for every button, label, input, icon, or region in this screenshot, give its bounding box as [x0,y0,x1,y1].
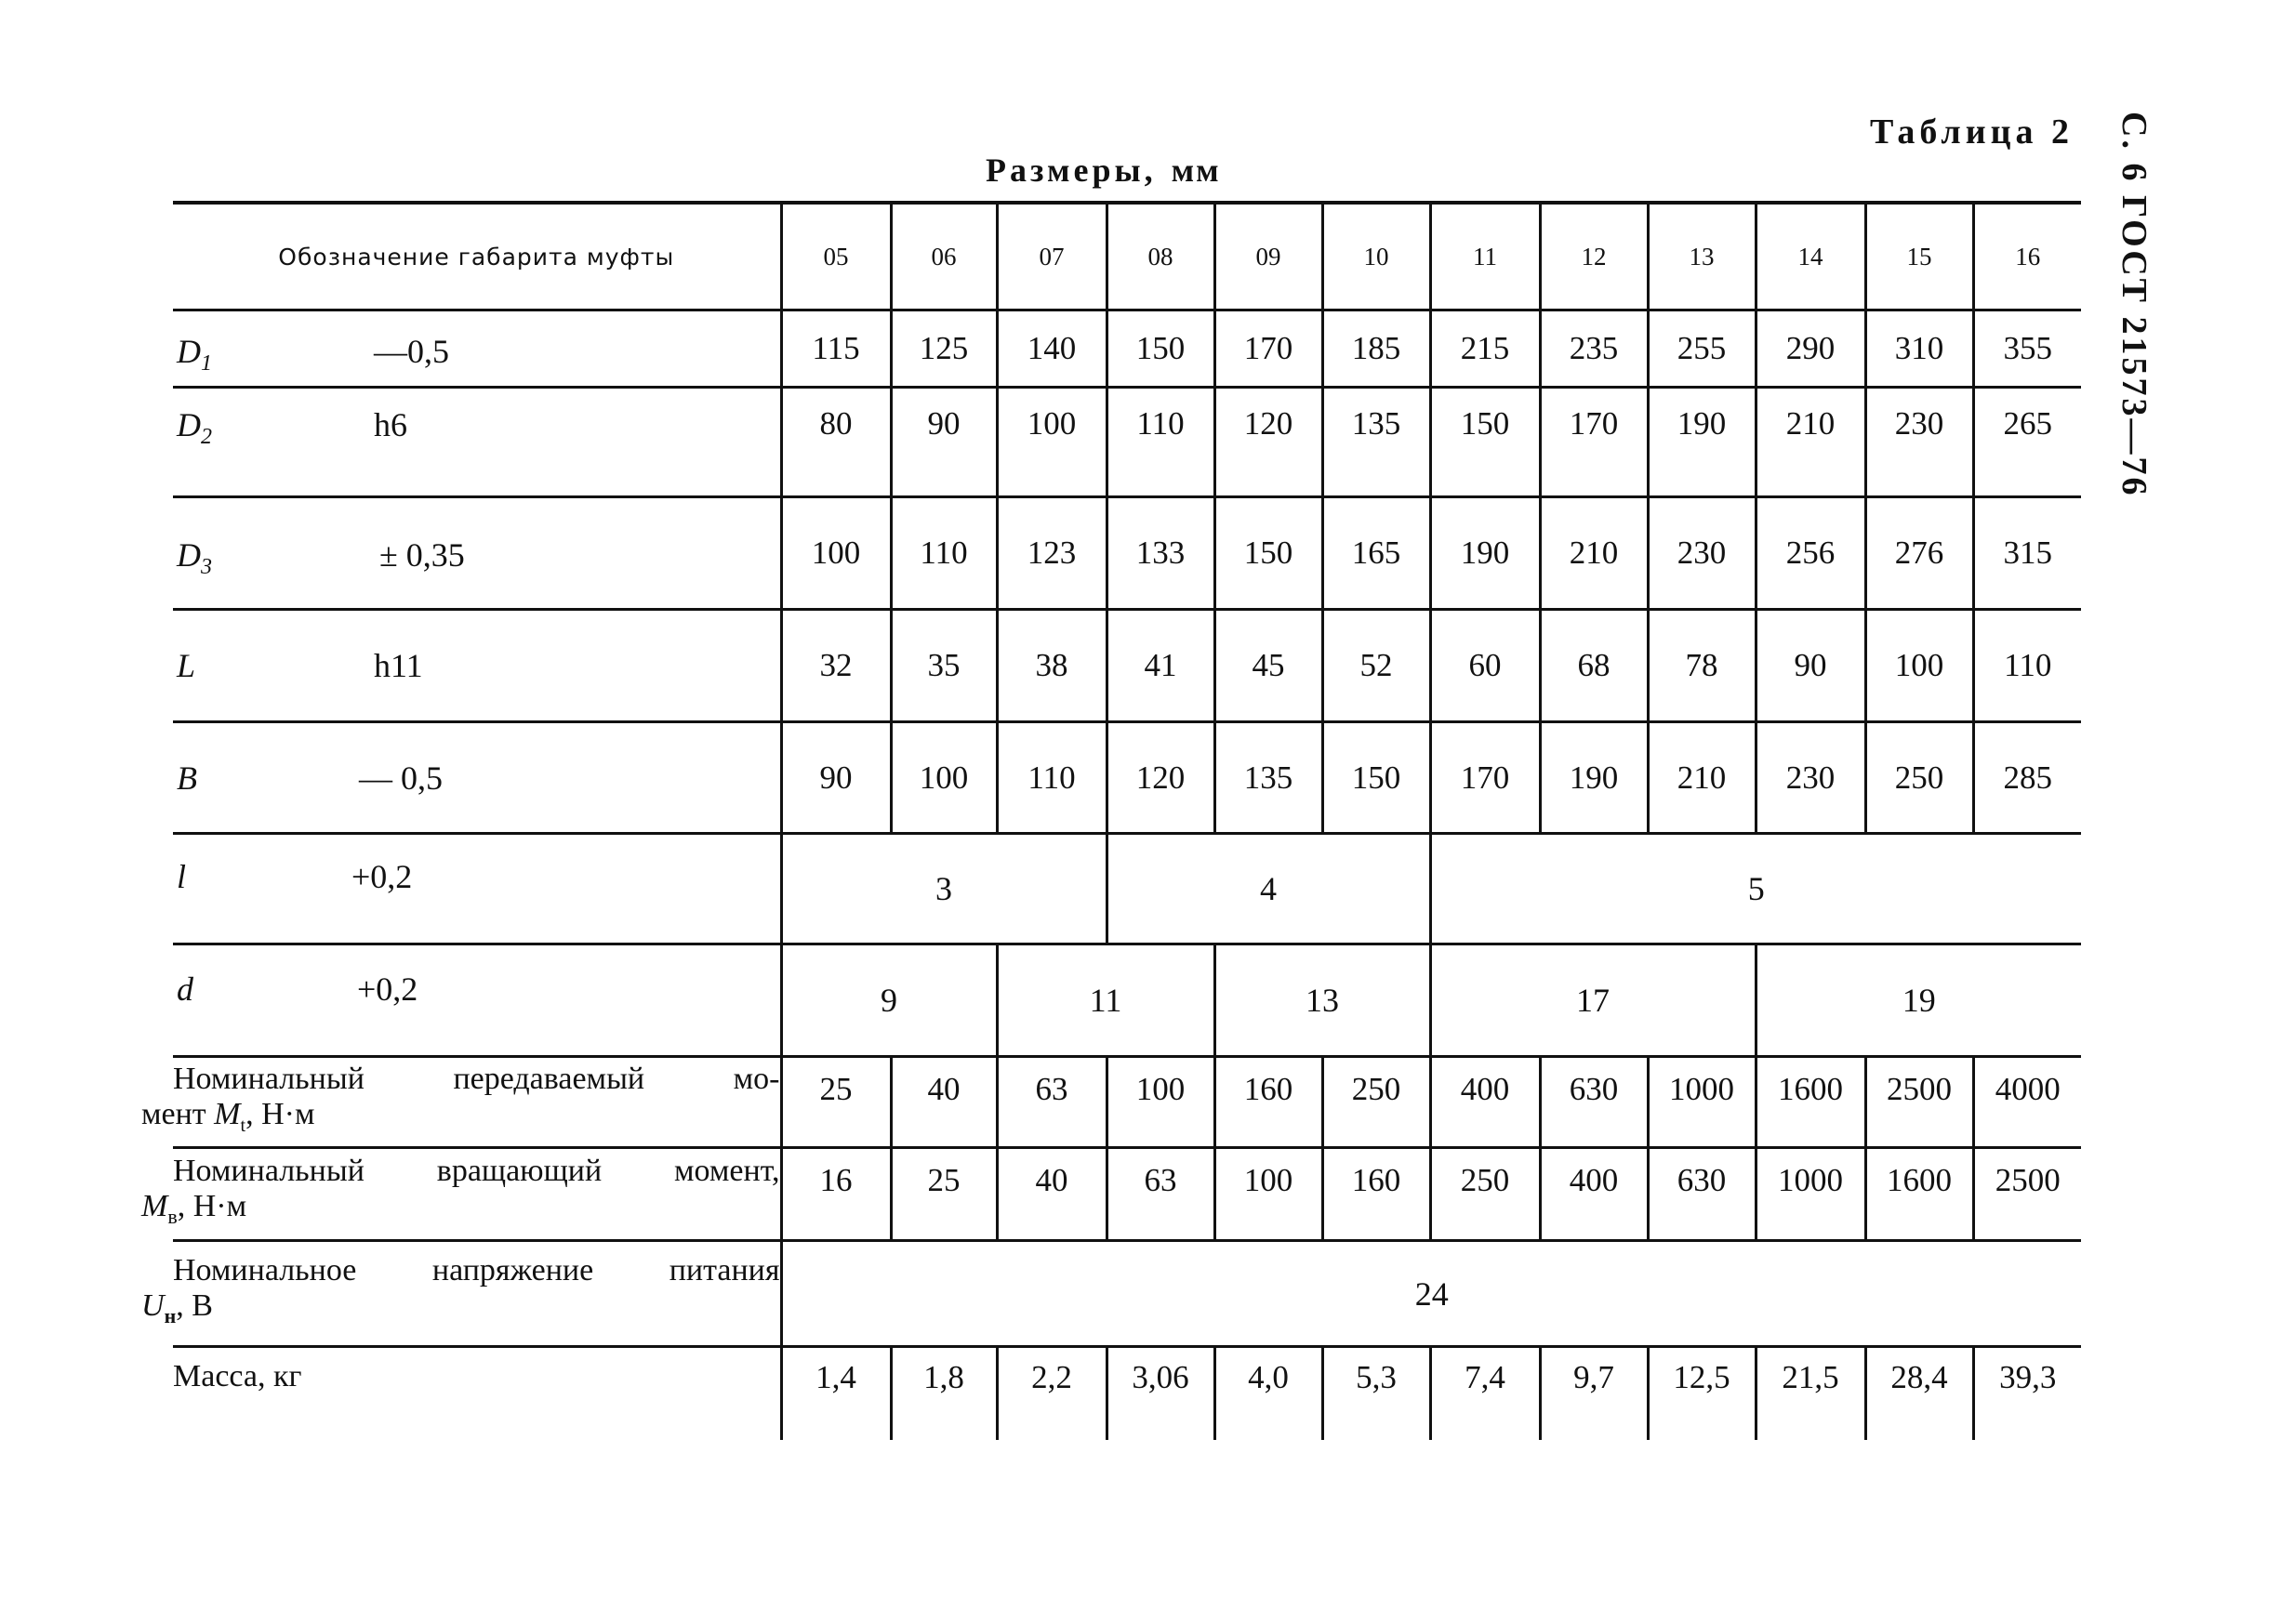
cell: 1600 [1756,1057,1865,1148]
merged-cell: 13 [1214,944,1430,1057]
cell: 123 [997,497,1107,610]
cell: 52 [1322,610,1430,722]
cell: 68 [1540,610,1648,722]
cell: 1000 [1756,1148,1865,1241]
tolerance: h6 [374,406,407,443]
label-line-1: Номинальный передаваемый мо- [173,1061,780,1096]
torque-subscript: в [167,1204,178,1228]
merged-cell: 19 [1756,944,2081,1057]
page-header-vertical [2083,112,2185,614]
row-d [173,944,2081,1057]
row-label [173,388,781,497]
cell: 285 [1973,722,2081,834]
dimension-symbol: L [177,647,196,684]
size-header: 06 [891,203,997,310]
symbol-subscript: 2 [201,425,212,450]
cell: 16 [781,1148,891,1241]
cell: 135 [1214,722,1322,834]
cell: 160 [1322,1148,1430,1241]
cell: 235 [1540,310,1648,388]
cell: 100 [1107,1057,1214,1148]
cell: 170 [1214,310,1322,388]
cell: 160 [1214,1057,1322,1148]
cell: 28,4 [1865,1347,1973,1440]
merged-cell: 17 [1430,944,1756,1057]
row-D1 [173,310,2081,388]
cell: 255 [1648,310,1756,388]
label-line-1: Номинальный вращающий момент, [173,1154,780,1189]
cell: 1,8 [891,1347,997,1440]
cell: 21,5 [1756,1347,1865,1440]
dimension-symbol: l [177,858,187,895]
cell: 110 [891,497,997,610]
row-label: Масса, кг [173,1359,302,1393]
merged-cell: 9 [781,944,997,1057]
merged-cell: 3 [781,834,1107,944]
symbol-subscript: 1 [201,351,212,376]
cell: 120 [1107,722,1214,834]
cell: 32 [781,610,891,722]
cell: 140 [997,310,1107,388]
cell: 2500 [1865,1057,1973,1148]
table-title: Таблица 2 [1869,112,2074,152]
row-label [141,1057,781,1148]
row-D3 [173,497,2081,610]
torque-unit: , Н·м [177,1189,247,1224]
merged-cell: 11 [997,944,1214,1057]
cell: 1600 [1865,1148,1973,1241]
cell: 120 [1214,388,1322,497]
cell: 25 [781,1057,891,1148]
size-header: 07 [997,203,1107,310]
dimension-symbol [177,535,212,580]
symbol-letter: D [177,406,201,443]
cell: 290 [1756,310,1865,388]
cell: 110 [1973,610,2081,722]
tolerance: —0,5 [374,333,449,370]
row-label [173,610,781,722]
cell: 400 [1430,1057,1540,1148]
cell: 110 [997,722,1107,834]
size-header: 14 [1756,203,1865,310]
cell: 170 [1430,722,1540,834]
symbol-letter: D [177,536,201,574]
cell: 115 [781,310,891,388]
cell: 210 [1648,722,1756,834]
size-header: 15 [1865,203,1973,310]
cell: 250 [1865,722,1973,834]
cell: 150 [1430,388,1540,497]
size-header: 12 [1540,203,1648,310]
merged-cell: 5 [1430,834,2081,944]
cell: 100 [1214,1148,1322,1241]
cell: 355 [1973,310,2081,388]
cell: 310 [1865,310,1973,388]
row-B [173,722,2081,834]
cell: 2,2 [997,1347,1107,1440]
voltage-subscript: н [164,1303,177,1327]
torque-symbol: M [214,1096,241,1131]
cell: 90 [781,722,891,834]
units-caption [986,151,1221,190]
row-l [173,834,2081,944]
cell: 210 [1540,497,1648,610]
cell: 230 [1756,722,1865,834]
cell: 100 [781,497,891,610]
row-L [173,610,2081,722]
cell: 38 [997,610,1107,722]
row-label [141,1148,781,1241]
cell: 40 [891,1057,997,1148]
cell: 4000 [1973,1057,2081,1148]
row-label [173,310,781,388]
cell: 9,7 [1540,1347,1648,1440]
row-mass [173,1347,2081,1440]
cell: 150 [1214,497,1322,610]
cell: 45 [1214,610,1322,722]
symbol-letter: D [177,333,201,370]
cell: 41 [1107,610,1214,722]
row-label [173,944,781,1057]
units-title: Размеры, [986,152,1157,189]
row-label [173,834,781,944]
cell: 1,4 [781,1347,891,1440]
cell: 4,0 [1214,1347,1322,1440]
cell: 60 [1430,610,1540,722]
cell: 63 [1107,1148,1214,1241]
tolerance: ± 0,35 [379,536,465,574]
cell: 7,4 [1430,1347,1540,1440]
size-header: 10 [1322,203,1430,310]
dimension-symbol: d [177,970,193,1008]
cell: 80 [781,388,891,497]
size-header: 11 [1430,203,1540,310]
symbol-subscript: 3 [201,555,212,580]
cell: 25 [891,1148,997,1241]
voltage-unit: , В [176,1288,213,1324]
tolerance: +0,2 [351,858,413,895]
standard-reference: С. 6 ГОСТ 21573—76 [2114,112,2154,498]
tolerance: — 0,5 [359,759,443,797]
size-header: 16 [1973,203,2081,310]
cell: 90 [891,388,997,497]
row-D2 [173,388,2081,497]
label-line-2 [141,1096,780,1143]
cell: 5,3 [1322,1347,1430,1440]
cell: 3,06 [1107,1347,1214,1440]
cell: 250 [1430,1148,1540,1241]
cell: 100 [1865,610,1973,722]
cell: 110 [1107,388,1214,497]
cell: 150 [1107,310,1214,388]
cell: 78 [1648,610,1756,722]
cell: 135 [1322,388,1430,497]
cell: 100 [997,388,1107,497]
row-torque-rotating [173,1148,2081,1241]
size-header: 08 [1107,203,1214,310]
cell: 215 [1430,310,1540,388]
torque-subscript: t [240,1115,246,1136]
cell: 2500 [1973,1148,2081,1241]
cell: 276 [1865,497,1973,610]
header-row [173,203,2081,310]
cell: 630 [1648,1148,1756,1241]
size-header-label: Обозначение габарита муфты [173,203,781,310]
cell: 35 [891,610,997,722]
cell: 1000 [1648,1057,1756,1148]
cell: 315 [1973,497,2081,610]
cell: 165 [1322,497,1430,610]
cell: 256 [1756,497,1865,610]
cell: 265 [1973,388,2081,497]
torque-symbol: M [141,1189,168,1224]
cell: 190 [1430,497,1540,610]
label-line-2 [141,1189,780,1235]
row-label [141,1241,781,1347]
row-voltage [173,1241,2081,1347]
dimensions-table [141,201,2081,1440]
size-header: 09 [1214,203,1322,310]
cell: 250 [1322,1057,1430,1148]
cell: 210 [1756,388,1865,497]
cell: 40 [997,1148,1107,1241]
cell: 230 [1648,497,1756,610]
row-label [173,497,781,610]
merged-cell: 4 [1107,834,1430,944]
size-header: 05 [781,203,891,310]
tolerance: +0,2 [357,970,418,1008]
cell: 100 [891,722,997,834]
cell: 12,5 [1648,1347,1756,1440]
cell: 170 [1540,388,1648,497]
label-line-1: Номинальное напряжение питания [173,1253,780,1288]
cell: 230 [1865,388,1973,497]
size-header: 13 [1648,203,1756,310]
cell: 190 [1648,388,1756,497]
cell: 400 [1540,1148,1648,1241]
cell: 63 [997,1057,1107,1148]
cell: 125 [891,310,997,388]
row-torque-transmitted [173,1057,2081,1148]
row-label [173,722,781,834]
voltage-symbol: U [141,1288,165,1324]
dimension-symbol: B [177,759,197,797]
merged-cell: 24 [781,1241,2081,1347]
cell: 39,3 [1973,1347,2081,1440]
units-mm: мм [1171,152,1221,189]
cell: 90 [1756,610,1865,722]
label-line-2-text: мент [141,1096,206,1131]
label-line-2 [141,1288,780,1334]
dimension-symbol [177,405,212,450]
cell: 190 [1540,722,1648,834]
cell: 150 [1322,722,1430,834]
cell: 133 [1107,497,1214,610]
cell: 630 [1540,1057,1648,1148]
tolerance: h11 [374,647,423,684]
torque-unit: , Н·м [245,1096,315,1131]
dimension-symbol [177,332,212,376]
cell: 185 [1322,310,1430,388]
